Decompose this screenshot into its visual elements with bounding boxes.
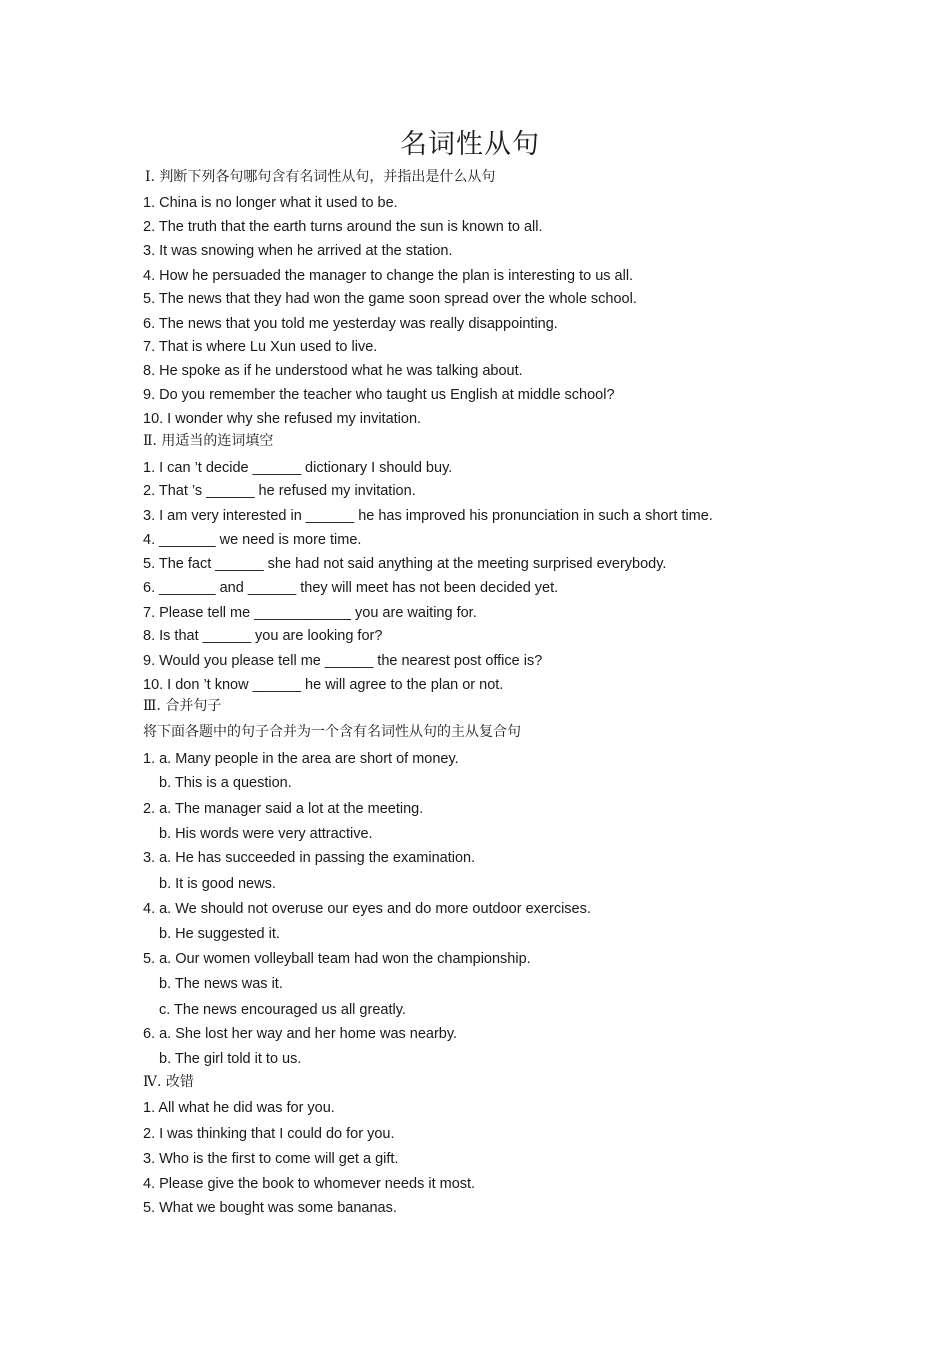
s1-item-4: 4. How he persuaded the manager to change the plan is interesting to us all. [143,268,634,284]
section-3-heading: Ⅲ. 合并句子 [143,698,222,714]
s3-line-12: 6. a. She lost her way and her home was nearby. [143,1026,458,1042]
s2-item-1: 1. I can ’t decide ______ dictionary I should buy. [143,460,453,476]
s3-line-3: 2. a. The manager said a lot at the meeting. [143,801,424,817]
s2-item-10: 10. I don ’t know ______ he will agree to the plan or not. [143,677,504,693]
s2-item-9: 9. Would you please tell me ______ the nearest post office is? [143,653,543,669]
s3-line-8: b. He suggested it. [159,926,280,942]
s3-line-6: b. It is good news. [159,876,276,892]
s4-item-3: 3. Who is the first to come will get a gift. [143,1151,399,1167]
section-3-instruction: 将下面各题中的句子合并为一个含有名词性从句的主从复合句 [143,724,521,740]
s3-line-4: b. His words were very attractive. [159,826,373,842]
s3-line-1: 1. a. Many people in the area are short of money. [143,751,459,767]
s3-line-2: b. This is a question. [159,775,292,791]
s1-item-6: 6. The news that you told me yesterday was really disappointing. [143,316,558,332]
s1-item-10: 10. I wonder why she refused my invitation. [143,411,422,427]
s2-item-8: 8. Is that ______ you are looking for? [143,628,383,644]
s3-line-13: b. The girl told it to us. [159,1051,302,1067]
s2-item-2: 2. That ’s ______ he refused my invitation. [143,483,416,499]
s1-item-2: 2. The truth that the earth turns around the sun is known to all. [143,219,543,235]
s2-item-3: 3. I am very interested in ______ he has improved his pronunciation in such a short time. [143,508,713,524]
s1-item-5: 5. The news that they had won the game soon spread over the whole school. [143,291,637,307]
s3-line-9: 5. a. Our women volleyball team had won the championship. [143,951,531,967]
s1-item-1: 1. China is no longer what it used to be. [143,195,398,211]
s1-item-3: 3. It was snowing when he arrived at the station. [143,243,453,259]
s1-item-8: 8. He spoke as if he understood what he was talking about. [143,363,523,379]
s2-item-5: 5. The fact ______ she had not said anything at the meeting surprised everybody. [143,556,667,572]
s2-item-6: 6. _______ and ______ they will meet has not been decided yet. [143,580,559,596]
s1-item-7: 7. That is where Lu Xun used to live. [143,339,378,355]
s3-line-10: b. The news was it. [159,976,283,992]
s3-line-11: c. The news encouraged us all greatly. [159,1002,406,1018]
s4-item-1: 1. All what he did was for you. [143,1100,335,1116]
s3-line-7: 4. a. We should not overuse our eyes and do more outdoor exercises. [143,901,591,917]
section-4-heading: Ⅳ. 改错 [143,1074,194,1090]
s1-item-9: 9. Do you remember the teacher who taught us English at middle school? [143,387,615,403]
worksheet-body [143,168,823,1217]
s2-item-4: 4. _______ we need is more time. [143,532,362,548]
s3-line-5: 3. a. He has succeeded in passing the examination. [143,850,476,866]
s4-item-2: 2. I was thinking that I could do for you. [143,1126,395,1142]
section-1-heading: Ⅰ. 判断下列各句哪句含有名词性从句，并指出是什么从句 [145,169,496,185]
s4-item-4: 4. Please give the book to whomever needs it most. [143,1176,476,1192]
s2-item-7: 7. Please tell me ____________ you are waiting for. [143,605,477,621]
page-title: 名词性从句 [400,129,540,160]
s4-item-5: 5. What we bought was some bananas. [143,1200,397,1216]
section-2-heading: Ⅱ. 用适当的连词填空 [143,433,274,449]
